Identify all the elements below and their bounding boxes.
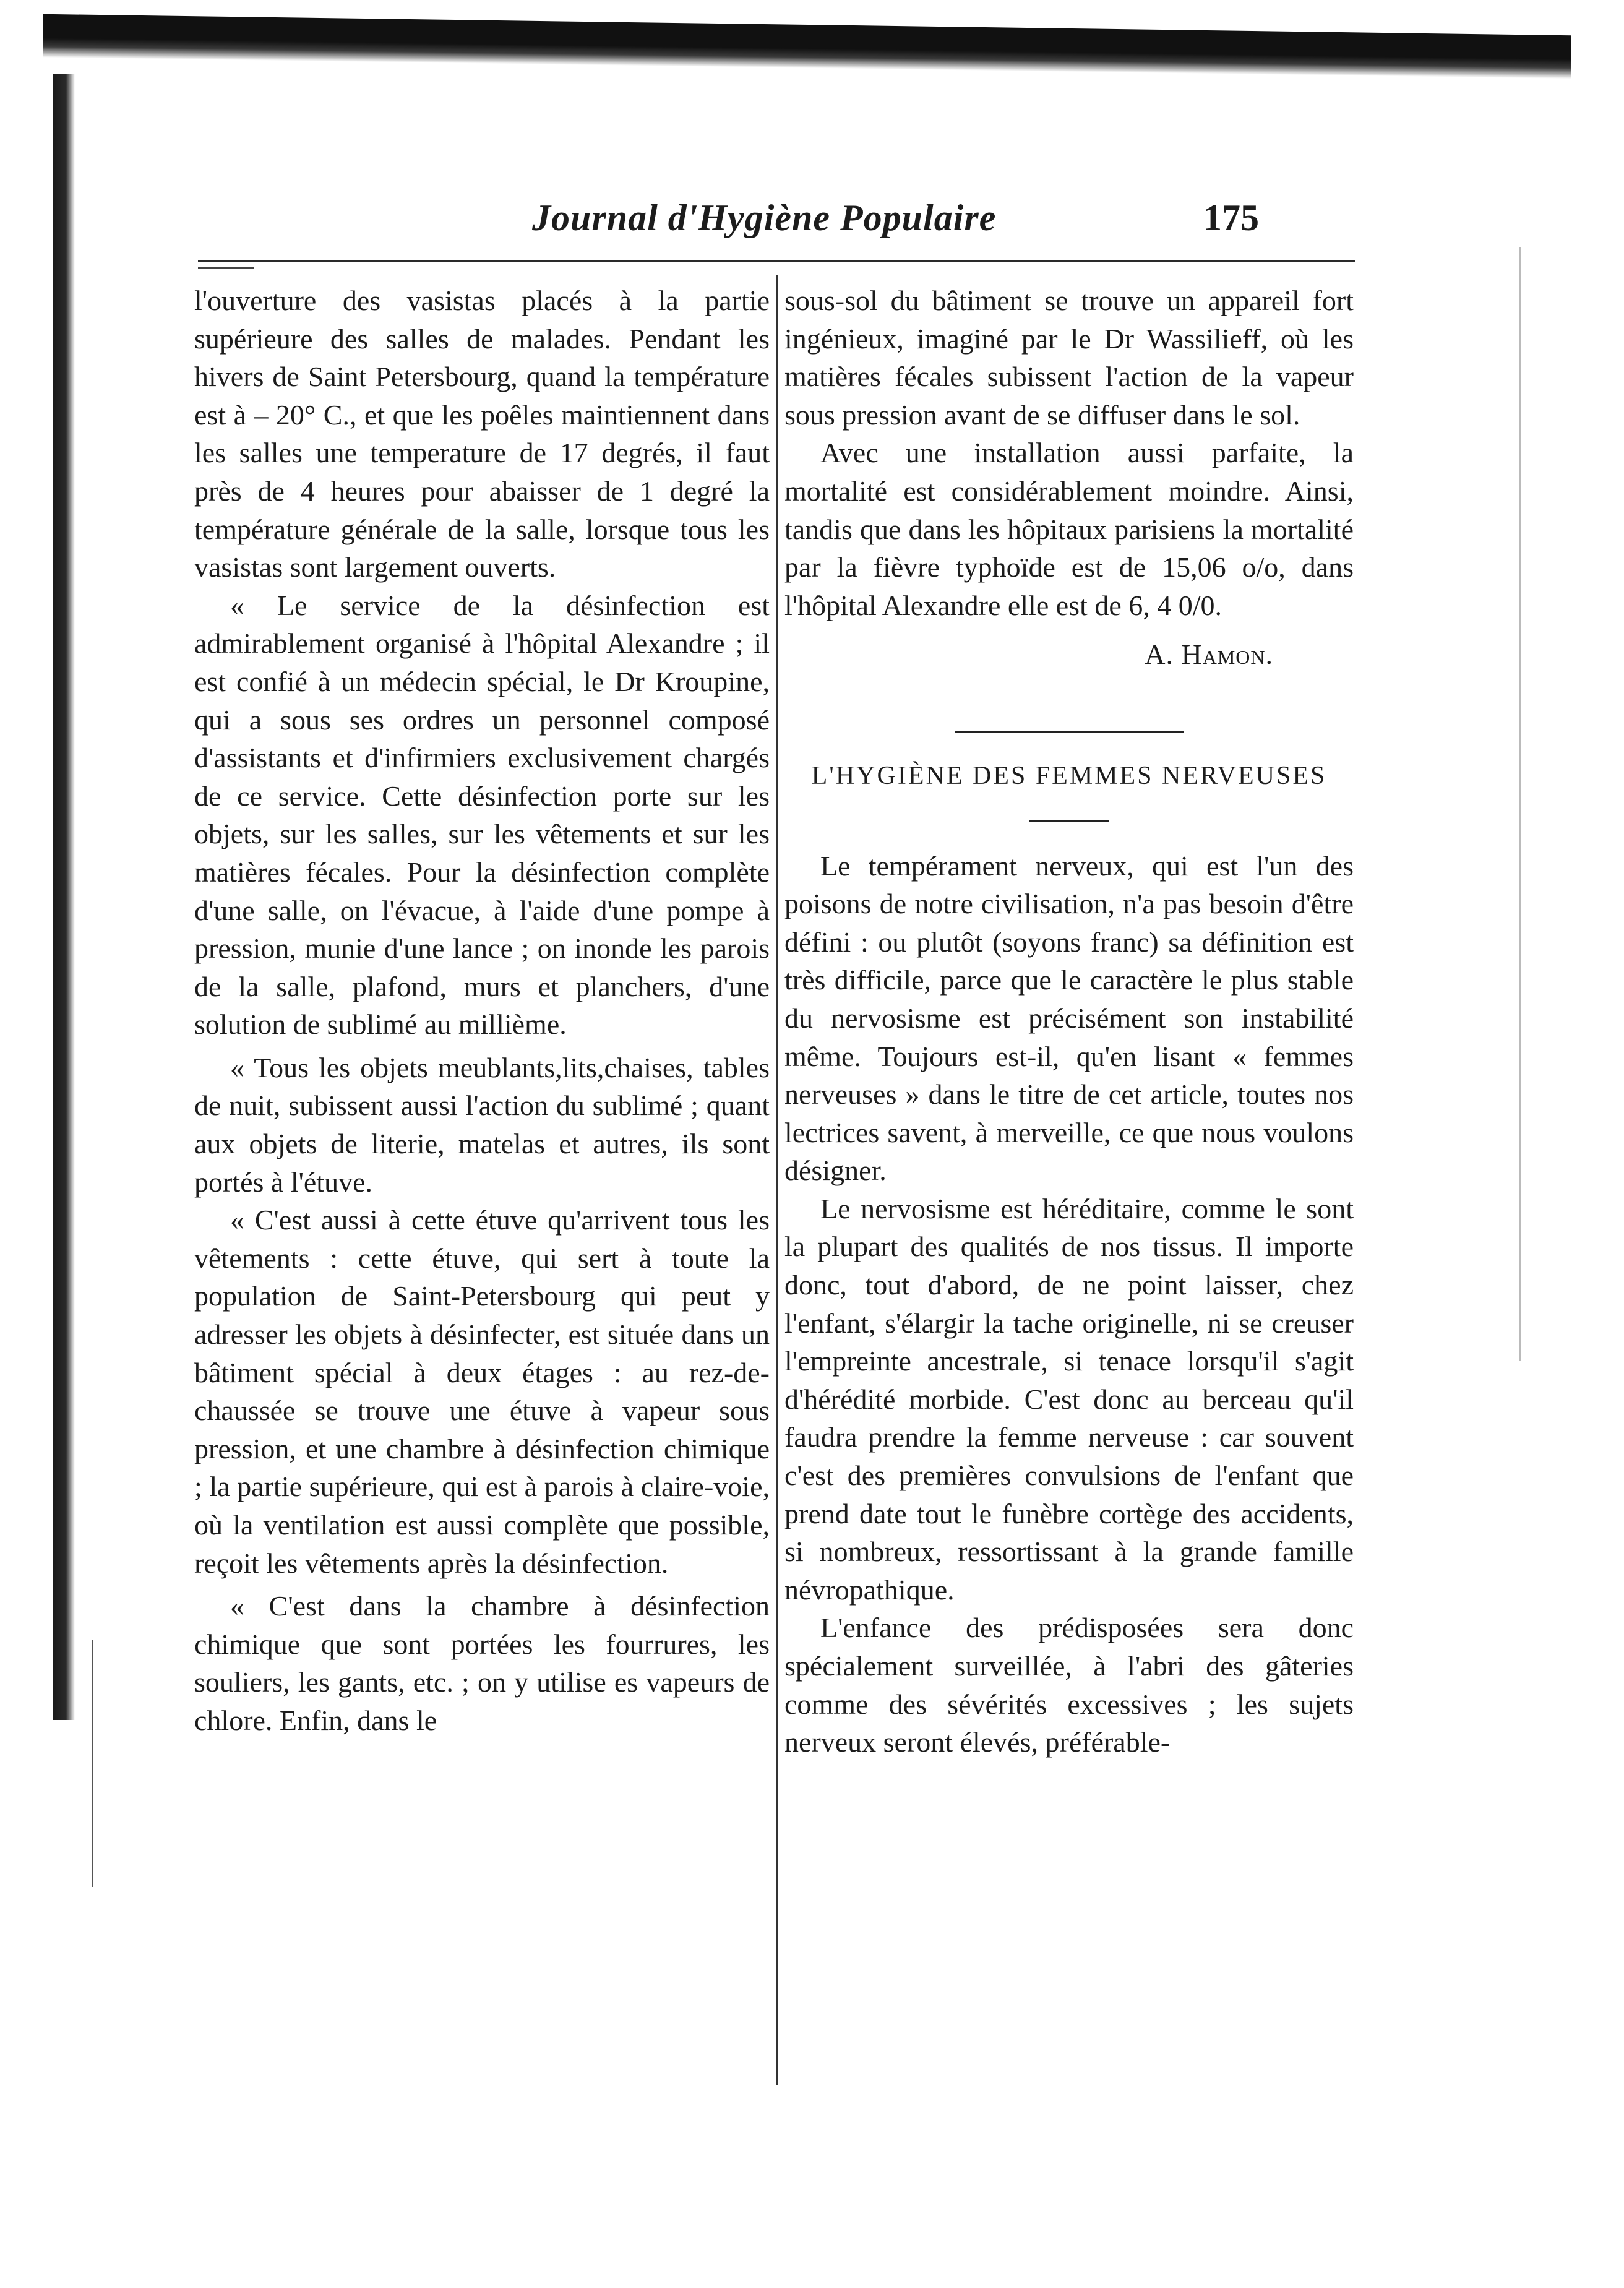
running-head	[186, 197, 1361, 252]
scan-artifact-right	[1519, 247, 1521, 1361]
right-column	[784, 282, 1354, 1761]
paragraph: « Le service de la désinfection est admirablement organisé à l'hôpital Alexandre ; il est confié à un médecin spécial, le Dr Kroupine, qui a sous ses ordres un personnel composé d'assistants et d'infirmiers exclusivement chargés de ce service. Cette désinfection porte sur les objets, sur les salles, sur les vêtements et sur les matières fécales. Pour la désinfection complète d'une salle, on l'évacue, à l'aide d'une pompe à pression, munie d'une lance ; on inonde les parois de la salle, plafond, murs et planchers, d'une solution de sublimé au millième.	[194, 589, 770, 1041]
paragraph: « C'est dans la chambre à désinfection chimique que sont portées les fourrures, les souliers, les gants, etc. ; on y utilise es vapeurs de chlore. Enfin, dans le	[194, 1590, 770, 1736]
section-separator	[955, 731, 1184, 733]
title-underline	[1029, 820, 1109, 822]
paragraph: sous-sol du bâtiment se trouve un appareil fort ingénieux, imaginé par le Dr Wassilieff, où les matières fécales subissent l'action de la vapeur sous pression avant de se diffuser dans le sol.	[784, 285, 1354, 431]
author-signature: A. Hamon.	[1145, 639, 1273, 671]
column-divider	[776, 275, 778, 2085]
header-rule	[198, 260, 1355, 262]
journal-title: Journal d'Hygiène Populaire	[532, 197, 997, 238]
paragraph: « C'est aussi à cette étuve qu'arrivent tous les vêtements : cette étuve, qui sert à toute la population de Saint-Petersbourg qui peut y adresser les objets à désinfecter, est située dans un bâtiment spécial à deux étages : au rez-de-chaussée se trouve une étuve à vapeur sous pression, et une chambre à désinfection chimique ; la partie supérieure, qui est à parois à claire-voie, où la ventilation est aussi complète que possible, reçoit les vêtements après la désinfection.	[194, 1204, 770, 1579]
scan-edge-left	[53, 74, 75, 1720]
paragraph: l'ouverture des vasistas placés à la partie supérieure des salles de malades. Pendant les hivers de Saint Petersbourg, quand la température est à – 20° C., et que les poêles maintiennent dans les salles une temperature de 17 degrés, il faut près de 4 heures pour abaisser de 1 degré la température générale de la salle, lorsque tous les vasistas sont largement ouverts.	[194, 285, 770, 583]
scan-artifact-line	[92, 1640, 93, 1887]
left-column	[194, 282, 770, 1740]
paragraph: Le tempérament nerveux, qui est l'un des poisons de notre civilisation, n'a pas besoin d'être défini : ou plutôt (soyons franc) sa définition est très difficile, parce que le caractère le plus stable du nervosisme est précisément son instabilité même. Toujours est-il, qu'en lisant « femmes nerveuses » dans le titre de cet article, toutes nos lectrices savent, à merveille, ce que nous voulons désigner.	[784, 849, 1354, 1187]
paragraph: Avec une installation aussi parfaite, la mortalité est considérablement moindre. Ainsi, tandis que dans les hôpitaux parisiens la mortalité par la fièvre typhoïde est de 15,06 o/o, dans l'hôpital Alexandre elle est de 6, 4 0/0.	[784, 437, 1354, 621]
section-body	[784, 847, 1354, 1761]
scan-edge-top	[43, 14, 1571, 79]
header-rule-short	[198, 267, 254, 269]
section-title: L'HYGIÈNE DES FEMMES NERVEUSES	[811, 761, 1327, 790]
paragraph: « Tous les objets meublants,lits,chaises, tables de nuit, subissent aussi l'action du sublimé ; quant aux objets de literie, matelas et autres, ils sont portés à l'étuve.	[194, 1051, 770, 1198]
page-number: 175	[1203, 197, 1259, 238]
paragraph: L'enfance des prédisposées sera donc spécialement surveillée, à l'abri des gâteries comme des sévérités excessives ; les sujets nerveux seront élevés, préférable-	[784, 1612, 1354, 1758]
paragraph: Le nervosisme est héréditaire, comme le sont la plupart des qualités de nos tissus. Il importe donc, tout d'abord, de ne point laisser, chez l'enfant, s'élargir la tache originelle, ni se creuser l'empreinte ancestrale, si tenace lorsqu'il s'agit d'hérédité morbide. C'est donc au berceau qu'il faudra prendre la femme nerveuse : car souvent c'est des premières convulsions de l'enfant que prend date tout le funèbre cortège des accidents, si nombreux, ressortissant à la grande famille névropathique.	[784, 1192, 1354, 1606]
